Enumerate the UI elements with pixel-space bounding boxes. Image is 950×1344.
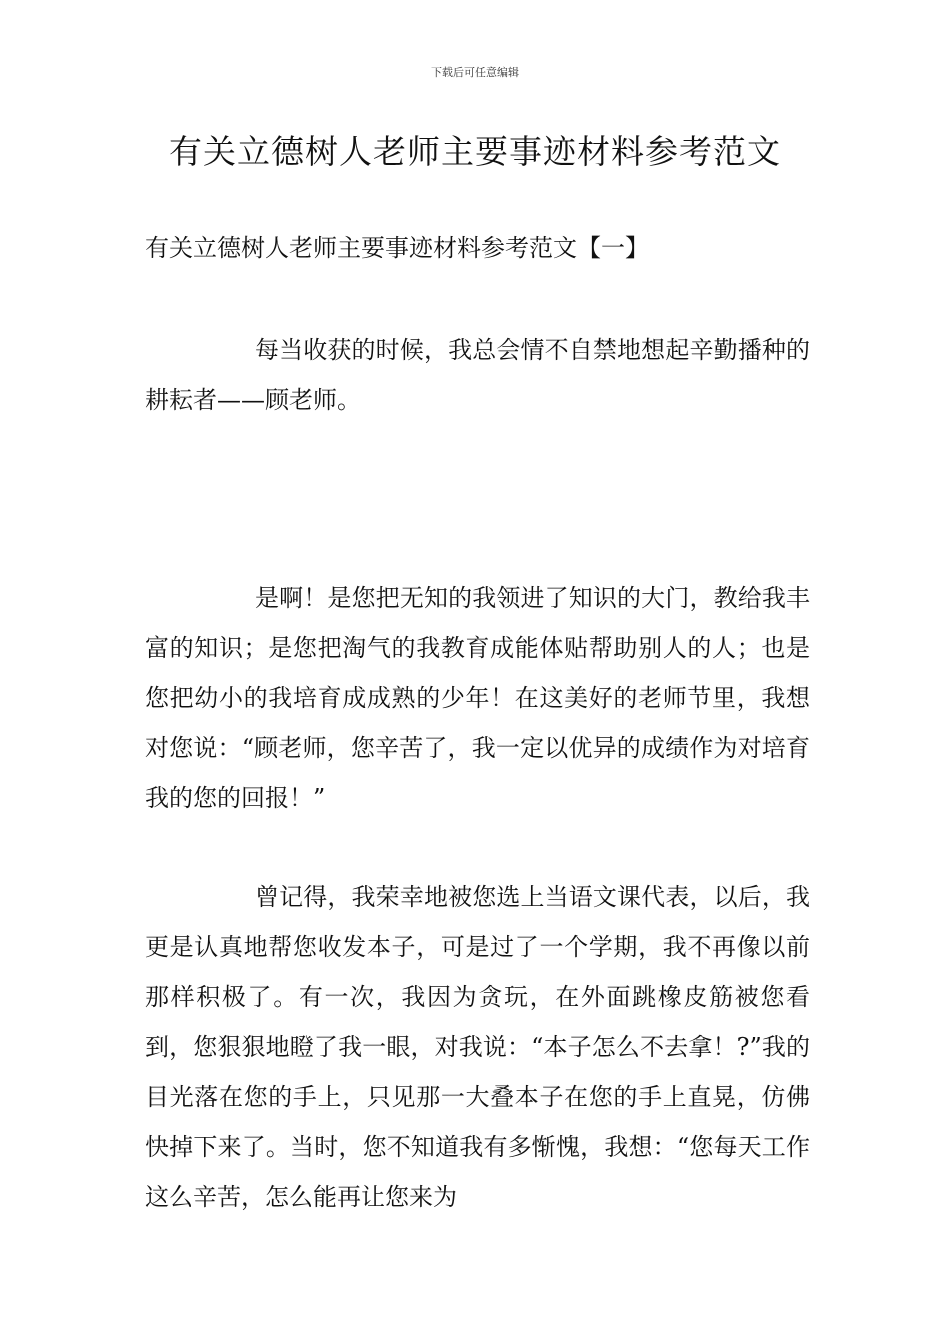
header-note: 下载后可任意编辑 [431,66,519,79]
paragraph-3: 曾记得，我荣幸地被您选上当语文课代表，以后，我更是认真地帮您收发本子，可是过了一个学期，我不再像以前那样积极了。有一次，我因为贪玩，在外面跳橡皮筋被您看到，您狠狠地瞪了我一眼，对我说：“本子怎么不去拿！?”我的目光落在您的手上，只见那一大叠本子在您的手上直晃，仿佛快掉下来了。当时，您不知道我有多惭愧，我想：“您每天工作这么辛苦，怎么能再让您来为 [145,883,810,1211]
section-title: 有关立德树人老师主要事迹材料参考范文【一】 [145,234,649,262]
paragraph-1: 每当收获的时候，我总会情不自禁地想起辛勤播种的耕耘者——顾老师。 [145,336,810,414]
paragraph-2: 是啊！是您把无知的我领进了知识的大门，教给我丰富的知识；是您把淘气的我教育成能体贴帮助别人的人；也是您把幼小的我培育成成熟的少年！在这美好的老师节里，我想对您说：“顾老师，您辛苦了，我一定以优异的成绩作为对培育我的您的回报！” [145,584,810,812]
document-title: 有关立德树人老师主要事迹材料参考范文 [169,132,781,171]
